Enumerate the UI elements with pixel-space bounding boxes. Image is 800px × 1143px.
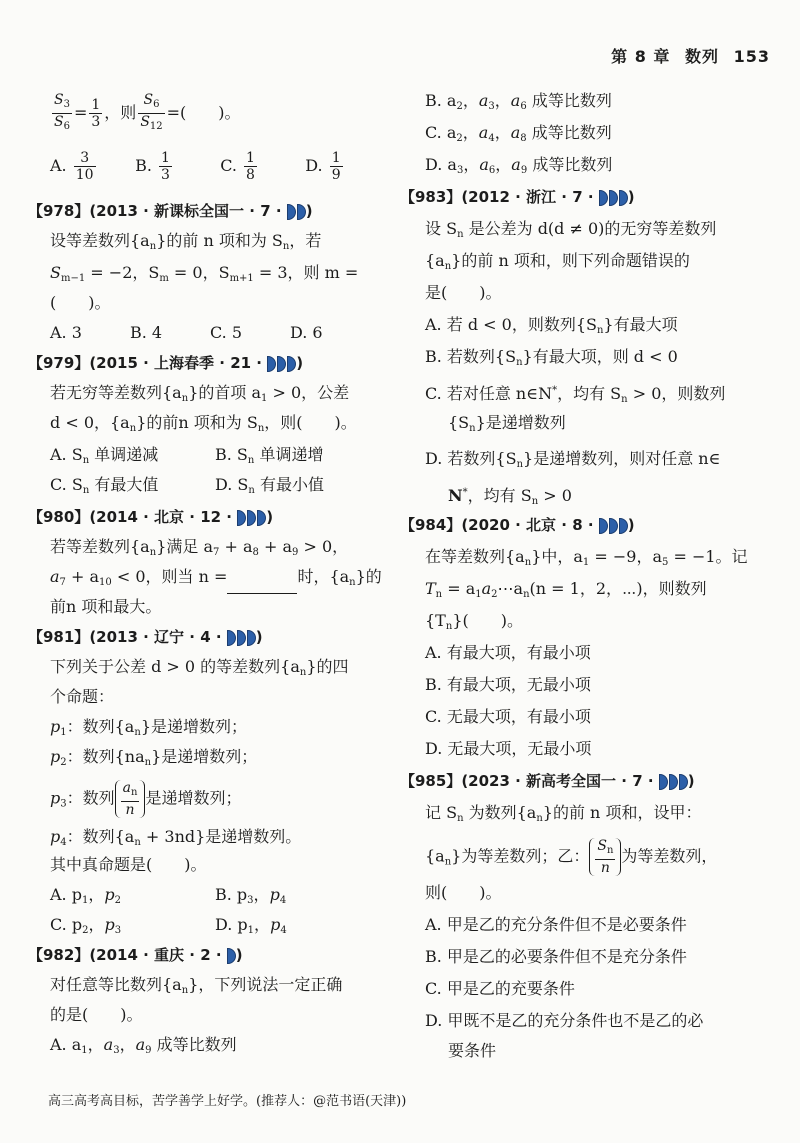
q983-option-b: B. 若数列$\{S_n\}$有最大项，则 d < 0	[425, 347, 678, 368]
difficulty-icon	[227, 948, 236, 964]
q985-line1: 记 $S_n$ 为数列$\{a_n\}$的前 n 项和，设甲：	[425, 803, 702, 824]
q982-line2: 的是( )。	[50, 1005, 143, 1024]
page-number: 153	[733, 47, 770, 66]
q985-option-d2: 要条件	[448, 1041, 497, 1060]
q981-p1: $p_1$：数列$\{a_n\}$是递增数列；	[50, 717, 247, 738]
q981-line2: 个命题：	[50, 687, 115, 706]
q981-options-cd: C. $p_2$，$p_3$ D. $p_1$，$p_4$	[50, 915, 287, 936]
q982-line1: 对任意等比数列$\{a_n\}$，下列说法一定正确	[50, 975, 343, 996]
difficulty-icon	[287, 204, 306, 220]
q985-option-b: B. 甲是乙的必要条件但不是充分条件	[425, 947, 687, 966]
q983-option-d2: N*，均有 $S_n > 0$	[448, 486, 572, 507]
q983-option-c2: $\{S_n\}$是递增数列	[448, 413, 566, 434]
page-footer: 高三高考高目标，苦学善学上好学。(推荐人：@范书语(天津))	[48, 1094, 407, 1109]
q984-option-a: A. 有最大项，有最小项	[425, 643, 591, 662]
q981-p2: $p_2$：数列$\{na_n\}$是递增数列；	[50, 747, 258, 768]
q983-line1: 设 $S_n$ 是公差为 d(d ≠ 0)的无穷等差数列	[425, 219, 717, 240]
q985-option-d: D. 甲既不是乙的充分条件也不是乙的必	[425, 1011, 704, 1030]
q981-p3: $p_3$：数列 $\frac{a_n}{n}$ 是递增数列；	[50, 780, 242, 818]
q983-option-d: D. 若数列$\{S_n\}$是递增数列，则对任意 n∈	[425, 449, 721, 470]
q985-option-a: A. 甲是乙的充分条件但不是必要条件	[425, 915, 687, 934]
q984-option-d: D. 无最大项，无最小项	[425, 739, 592, 758]
q983-line2: $\{a_n\}$的前 n 项和，则下列命题错误的	[425, 251, 690, 272]
q978-line3: ( )。	[50, 293, 111, 312]
chapter-title: 数列	[685, 47, 720, 66]
q981-options-ab: A. $p_1$，$p_2$ B. $p_3$，$p_4$	[50, 885, 287, 906]
q979-options-ab: A. $S_n$ 单调递减 B. $S_n$ 单调递增	[50, 445, 324, 466]
q977-options: A. $\frac{3}{10}$ B. $\frac{1}{3}$ C. $\frac{1}{8}$ D. $\frac{1}{9}$	[50, 150, 341, 183]
q979-line2: d < 0，$\{a_n\}$的前n 项和为 $S_n$，则( )。	[50, 413, 357, 434]
q984-option-c: C. 无最大项，有最小项	[425, 707, 591, 726]
page-header	[603, 44, 770, 67]
q984-line2: $T_n$ = $a_1a_2\cdots a_n(n = 1$，2，⋯)，则数列	[425, 579, 707, 600]
q983-option-c: C. 若对任意 n∈N*，均有 $S_n > 0$，则数列	[425, 384, 726, 405]
q978-heading: 【978】(2013 · 新课标全国一 · 7 · )	[28, 202, 313, 220]
q982-option-c: C. $a_2$，$a_4$，$a_8$ 成等比数列	[425, 123, 612, 144]
q982-option-a: A. $a_1$，$a_3$，$a_9$ 成等比数列	[50, 1035, 237, 1056]
q979-line1: 若无穷等差数列$\{a_n\}$的首项 $a_1 > 0$，公差	[50, 383, 350, 404]
q980-line1: 若等差数列$\{a_n\}$满足 $a_7 + a_8 + a_9 > 0$，	[50, 537, 349, 558]
q984-line1: 在等差数列$\{a_n\}$中，$a_1 = -9$，$a_5 = -1$。记	[425, 547, 748, 568]
q978-line1: 设等差数列$\{a_n\}$的前 n 项和为 $S_n$，若	[50, 231, 322, 252]
difficulty-icon	[599, 518, 628, 534]
answer-blank	[227, 577, 297, 594]
q985-option-c: C. 甲是乙的充要条件	[425, 979, 575, 998]
q981-p4: $p_4$：数列$\{a_n + 3nd\}$是递增数列。	[50, 827, 302, 848]
q978-line2: $S_{m-1} = -2$，$S_m = 0$，$S_{m+1} = 3$，则 m =	[50, 263, 359, 284]
q981-heading: 【981】(2013 · 辽宁 · 4 · )	[28, 628, 263, 646]
q980-line3: 前n 项和最大。	[50, 597, 162, 616]
difficulty-icon	[267, 356, 296, 372]
q984-option-b: B. 有最大项，无最小项	[425, 675, 591, 694]
q982-option-d: D. $a_3$，$a_6$，$a_9$ 成等比数列	[425, 155, 613, 176]
q985-heading: 【985】(2023 · 新高考全国一 · 7 · )	[400, 772, 695, 790]
difficulty-icon	[659, 774, 688, 790]
chapter-label: 第 8 章	[611, 47, 671, 66]
q980-heading: 【980】(2014 · 北京 · 12 · )	[28, 508, 274, 526]
q981-line1: 下列关于公差 d > 0 的等差数列$\{a_n\}$的四	[50, 657, 349, 678]
difficulty-icon	[599, 190, 628, 206]
q982-heading: 【982】(2014 · 重庆 · 2 · )	[28, 946, 243, 964]
q984-line3: $\{T_n\}$( )。	[425, 611, 523, 632]
q980-line2: $a_7 + a_{10} < 0$，则当 n = 时，$\{a_n\}$的	[50, 566, 382, 594]
q983-line3: 是( )。	[425, 283, 502, 302]
q985-line3: 则( )。	[425, 883, 502, 902]
q977-tail: $\frac{S_3}{S_6}$ = $\frac{1}{3}$ ，则 $\frac{S_6}{S_{12}}$ =( )。	[54, 92, 241, 132]
difficulty-icon	[227, 630, 256, 646]
q983-option-a: A. 若 d < 0，则数列$\{S_n\}$有最大项	[425, 315, 678, 336]
q985-line2: $\{a_n\}$为等差数列；乙： $\frac{S_n}{n}$ 为等差数列，	[425, 838, 718, 876]
q978-options: A. 3 B. 4 C. 5 D. 6	[50, 323, 323, 342]
q984-heading: 【984】(2020 · 北京 · 8 · )	[400, 516, 635, 534]
q983-heading: 【983】(2012 · 浙江 · 7 · )	[400, 188, 635, 206]
q981-line7: 其中真命题是( )。	[50, 855, 207, 874]
q979-heading: 【979】(2015 · 上海春季 · 21 · )	[28, 354, 304, 372]
difficulty-icon	[237, 510, 266, 526]
q979-options-cd: C. $S_n$ 有最大值 D. $S_n$ 有最小值	[50, 475, 324, 496]
q982-option-b: B. $a_2$，$a_3$，$a_6$ 成等比数列	[425, 91, 612, 112]
